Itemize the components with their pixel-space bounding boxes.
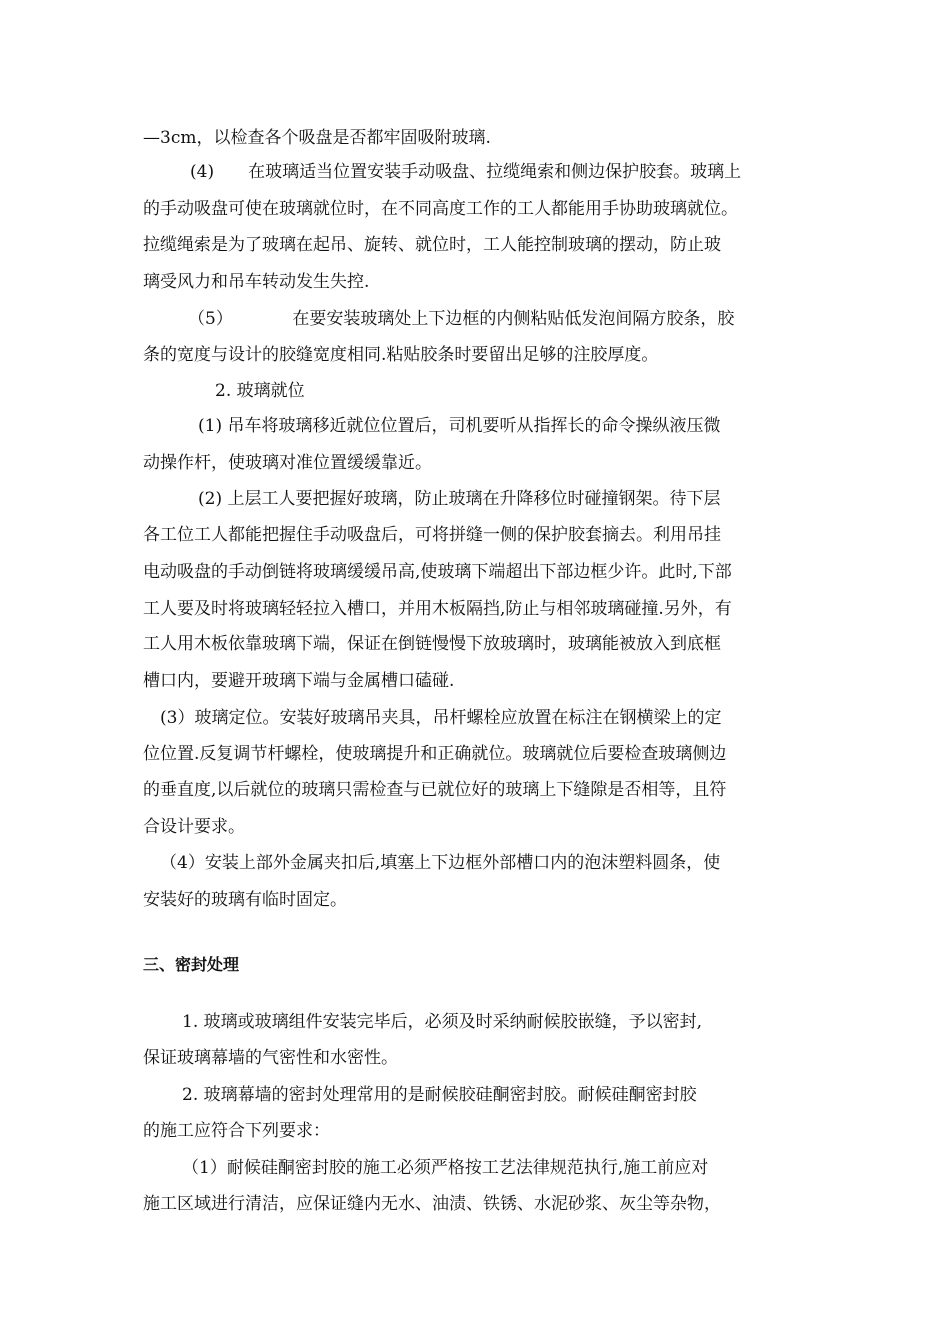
section-title: 三、密封处理 bbox=[143, 955, 240, 974]
text-line: 安装好的玻璃有临时固定。 bbox=[143, 890, 347, 910]
text-line: 动操作杆，使玻璃对准位置缓缓靠近。 bbox=[143, 453, 432, 473]
text-line: (3）玻璃定位。安装好玻璃吊夹具，吊杆螺栓应放置在标注在钢横梁上的定 bbox=[160, 708, 722, 728]
text-line: 的手动吸盘可使在玻璃就位时，在不同高度工作的工人都能用手协助玻璃就位。 bbox=[143, 199, 738, 219]
text-line: (4) 在玻璃适当位置安装手动吸盘、拉缆绳索和侧边保护胶套。玻璃上 bbox=[190, 162, 742, 182]
text-line: 工人用木板依靠玻璃下端，保证在倒链慢慢下放玻璃时，玻璃能被放入到底框 bbox=[143, 634, 721, 654]
text-line: （4）安装上部外金属夹扣后,填塞上下边框外部槽口内的泡沫塑料圆条，使 bbox=[160, 853, 721, 873]
text-line: 的施工应符合下列要求： bbox=[143, 1121, 330, 1141]
text-line: (2) 上层工人要把握好玻璃，防止玻璃在升降移位时碰撞钢架。待下层 bbox=[198, 489, 721, 509]
text-line: 璃受风力和吊车转动发生失控. bbox=[143, 272, 370, 292]
text-line: 位位置.反复调节杆螺栓，使玻璃提升和正确就位。玻璃就位后要检查玻璃侧边 bbox=[143, 744, 727, 764]
text-line: 槽口内，要避开玻璃下端与金属槽口磕碰. bbox=[143, 671, 455, 691]
text-line: （1）耐候硅酮密封胶的施工必须严格按工艺法律规范执行,施工前应对 bbox=[182, 1158, 709, 1178]
text-line: 各工位工人都能把握住手动吸盘后，可将拼缝一侧的保护胶套摘去。利用吊挂 bbox=[143, 525, 721, 545]
text-line: 保证玻璃幕墙的气密性和水密性。 bbox=[143, 1048, 398, 1068]
text-line: 条的宽度与设计的胶缝宽度相同.粘贴胶条时要留出足够的注胶厚度。 bbox=[143, 345, 659, 365]
text-line: 1. 玻璃或玻璃组件安装完毕后，必须及时采纳耐候胶嵌缝，予以密封, bbox=[182, 1012, 703, 1032]
text-line: 拉缆绳索是为了玻璃在起吊、旋转、就位时，工人能控制玻璃的摆动，防止玻 bbox=[143, 235, 721, 255]
text-line: 工人要及时将玻璃轻轻拉入槽口，并用木板隔挡,防止与相邻玻璃碰撞.另外，有 bbox=[143, 599, 732, 619]
text-line: —3cm，以检查各个吸盘是否都牢固吸附玻璃. bbox=[143, 128, 491, 148]
text-line: 电动吸盘的手动倒链将玻璃缓缓吊高,使玻璃下端超出下部边框少许。此时,下部 bbox=[143, 562, 732, 582]
text-line: 的垂直度,以后就位的玻璃只需检查与已就位好的玻璃上下缝隙是否相等，且符 bbox=[143, 780, 727, 800]
section-heading: 2. 玻璃就位 bbox=[215, 381, 305, 401]
text-line: (1) 吊车将玻璃移近就位位置后，司机要听从指挥长的命令操纵液压微 bbox=[198, 416, 721, 436]
text-line: 施工区域进行清洁，应保证缝内无水、油渍、铁锈、水泥砂浆、灰尘等杂物， bbox=[143, 1194, 721, 1214]
text-line: 合设计要求。 bbox=[143, 817, 245, 837]
text-line: （5） 在要安装玻璃处上下边框的内侧粘贴低发泡间隔方胶条，胶 bbox=[188, 309, 735, 329]
text-line: 2. 玻璃幕墙的密封处理常用的是耐候胶硅酮密封胶。耐候硅酮密封胶 bbox=[182, 1085, 697, 1105]
